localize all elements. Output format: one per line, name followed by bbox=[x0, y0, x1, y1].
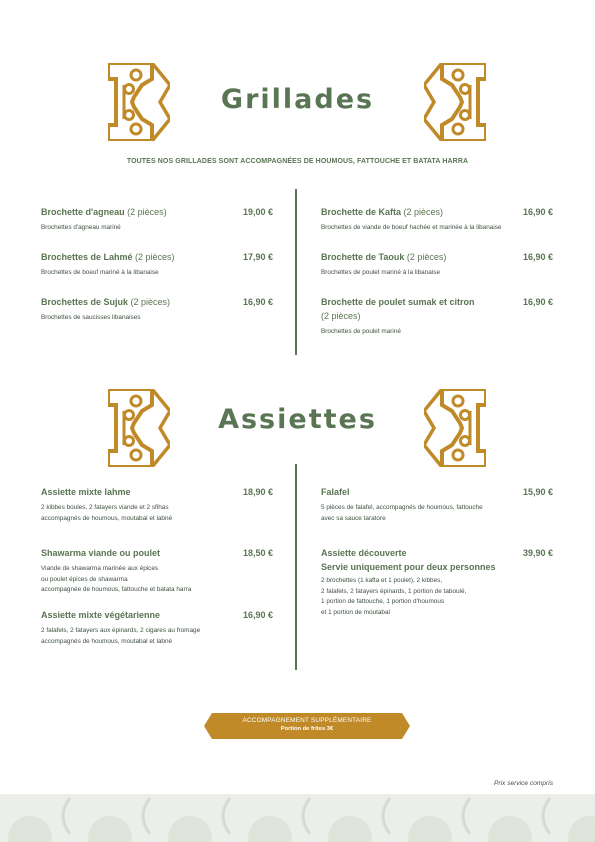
item-name: Brochette d'agneau bbox=[41, 207, 125, 217]
item-name: Brochettes de Sujuk bbox=[41, 297, 129, 307]
item-description-line: et 1 portion de moutabal bbox=[321, 608, 390, 616]
column-divider bbox=[295, 189, 297, 355]
item-price: 16,90 € bbox=[522, 252, 553, 262]
item-description-line: 2 falafels, 2 fatayers épinards, 1 portion de taboulé, bbox=[321, 587, 467, 595]
menu-item bbox=[41, 295, 273, 324]
item-description-line: ou poulet épices de shawarma bbox=[41, 575, 128, 583]
item-name: Assiette mixte lahme bbox=[41, 487, 131, 497]
item-description: Brochettes de viande de boeuf hachée et marinée à la libanaise bbox=[321, 224, 502, 231]
banner-subtitle: Portion de frites 3€ bbox=[280, 726, 334, 732]
item-pieces: (2 pièces) bbox=[128, 297, 171, 307]
menu-item bbox=[41, 250, 273, 279]
item-description-line: 2 falafels, 2 fatayers aux épinards, 2 cigares au fromage bbox=[41, 627, 201, 634]
menu-item bbox=[41, 546, 273, 596]
supplement-banner-text bbox=[204, 716, 410, 734]
item-name: Shawarma viande ou poulet bbox=[41, 548, 161, 558]
item-pieces: (2 pièces) bbox=[401, 207, 444, 217]
item-description-line: accompagnés de houmous, moutabal et labné bbox=[41, 514, 173, 522]
item-description-line: avec sa sauce taratore bbox=[321, 514, 386, 522]
item-description: Brochettes de boeuf mariné à la libanaise bbox=[41, 269, 159, 276]
item-name: Assiette découverte bbox=[321, 548, 407, 558]
menu-item bbox=[321, 205, 553, 234]
item-description-line: accompagnés de houmous, moutabal et labné bbox=[41, 637, 173, 645]
item-description: Brochettes de poulet mariné à la libanaise bbox=[321, 269, 441, 276]
item-price: 16,90 € bbox=[522, 297, 553, 307]
item-pieces: (2 pièces) bbox=[132, 252, 175, 262]
section-subtitle-grillades: TOUTES NOS GRILLADES SONT ACCOMPAGNÉES DE HOUMOUS, FATTOUCHE ET BATATA HARRA bbox=[126, 158, 469, 165]
item-price: 15,90 € bbox=[522, 487, 553, 497]
item-description-line: 2 kibbes boules, 2 fatayers viande et 2 sfihas bbox=[41, 504, 169, 511]
item-price: 17,90 € bbox=[242, 252, 273, 262]
item-name: Assiette mixte végétarienne bbox=[41, 610, 161, 620]
item-description: Brochettes de saucisses libanaises bbox=[41, 314, 141, 321]
menu-item bbox=[321, 250, 553, 279]
menu-item bbox=[41, 485, 273, 524]
menu-item bbox=[321, 295, 553, 338]
column-divider bbox=[295, 464, 297, 670]
item-name: Brochettes de Lahmé bbox=[41, 252, 133, 262]
menu-item bbox=[41, 608, 273, 647]
item-price: 19,00 € bbox=[242, 207, 273, 217]
item-price: 18,90 € bbox=[242, 487, 273, 497]
item-price: 39,90 € bbox=[522, 548, 553, 558]
item-description-line: 2 brochettes (1 kafta et 1 poulet), 2 kibbes, bbox=[321, 577, 443, 584]
item-description: Brochettes de poulet mariné bbox=[321, 328, 401, 335]
item-pieces: (2 pièces) bbox=[404, 252, 447, 262]
item-price: 18,50 € bbox=[242, 548, 273, 558]
item-description-line: 5 pièces de falafel, accompagnés de houmous, fattouche bbox=[321, 504, 483, 511]
item-name: Brochette de poulet sumak et citron bbox=[321, 297, 475, 307]
section-title-grillades: Grillades bbox=[220, 84, 375, 115]
section-title-assiettes: Assiettes bbox=[218, 404, 377, 435]
item-subtitle: Servie uniquement pour deux personnes bbox=[321, 562, 496, 572]
footnote: Prix service compris bbox=[494, 780, 553, 787]
item-pieces: (2 pièces) bbox=[321, 311, 361, 321]
item-description: Brochettes d'agneau mariné bbox=[41, 224, 121, 231]
item-name: Falafel bbox=[321, 487, 350, 497]
item-price: 16,90 € bbox=[242, 610, 273, 620]
item-description-line: accompagnée de houmous, fattouche et batata harra bbox=[41, 586, 192, 593]
item-description-line: Viande de shawarma marinée aux épices bbox=[41, 565, 159, 572]
item-pieces: (2 pièces) bbox=[124, 207, 167, 217]
item-name: Brochette de Kafta bbox=[321, 207, 402, 217]
footer-pattern bbox=[0, 794, 595, 842]
item-price: 16,90 € bbox=[242, 297, 273, 307]
menu-item bbox=[321, 546, 553, 618]
pattern-icon bbox=[0, 794, 595, 842]
menu-item bbox=[41, 205, 273, 234]
item-description-line: 1 portion de fattouche, 1 portion d'houmous bbox=[321, 598, 445, 605]
menu-item bbox=[321, 485, 553, 524]
item-name: Brochette de Taouk bbox=[321, 252, 405, 262]
banner-title: ACCOMPAGNEMENT SUPPLÉMENTAIRE bbox=[242, 717, 372, 724]
item-price: 16,90 € bbox=[522, 207, 553, 217]
